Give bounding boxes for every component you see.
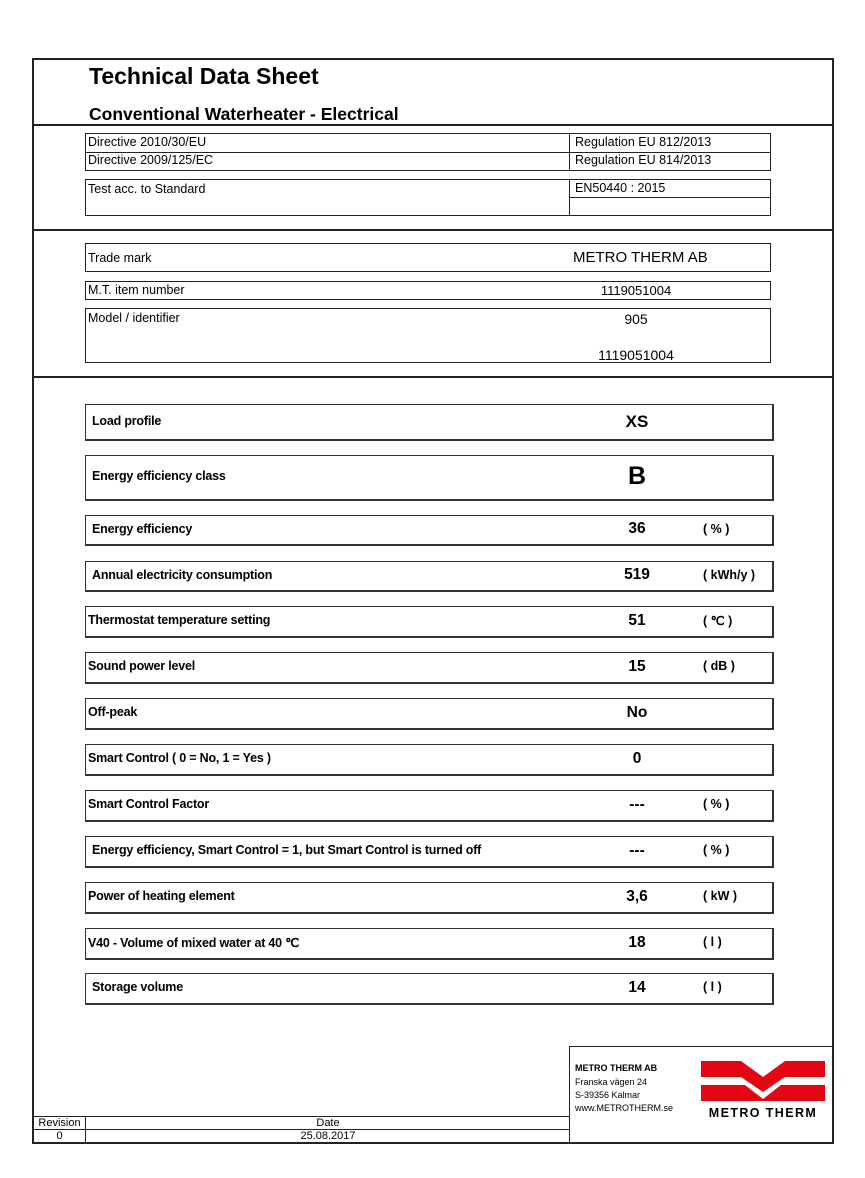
company-address-line1: Franska vägen 24 — [575, 1077, 648, 1087]
company-website: www.METROTHERM.se — [575, 1103, 674, 1113]
spec-unit: ( dB ) — [703, 659, 735, 673]
spec-unit: ( % ) — [703, 843, 730, 857]
spec-unit: ( % ) — [703, 522, 730, 536]
spec-value: XS — [625, 412, 649, 431]
company-address-line2: S-39356 Kalmar — [575, 1090, 641, 1100]
spec-value: 3,6 — [626, 888, 648, 905]
trade-mark-row — [85, 243, 771, 272]
spec-row-energy-class — [85, 455, 774, 501]
directive-1: Directive 2010/30/EU — [88, 135, 207, 149]
company-name: METRO THERM AB — [575, 1063, 658, 1073]
page-subtitle: Conventional Waterheater - Electrical — [89, 104, 399, 124]
spec-label: Energy efficiency, Smart Control = 1, but Smart Control is turned off — [92, 843, 482, 857]
spec-label: Annual electricity consumption — [92, 568, 273, 582]
item-number-row — [85, 281, 771, 300]
company-block — [569, 1046, 834, 1144]
spec-unit: ( kW ) — [703, 889, 738, 903]
spec-value: 519 — [624, 566, 650, 583]
spec-value: 36 — [628, 520, 646, 537]
spec-label: V40 - Volume of mixed water at 40 ℃ — [88, 936, 300, 950]
spec-label: Smart Control Factor — [88, 797, 210, 811]
metro-therm-logo-icon — [701, 1061, 825, 1103]
test-standard-label: Test acc. to Standard — [88, 182, 206, 196]
spec-label: Sound power level — [88, 659, 196, 673]
spec-label: Load profile — [92, 414, 162, 428]
logo-text: METRO THERM — [708, 1106, 818, 1120]
spec-row-sound-power — [85, 652, 774, 684]
spec-label: Smart Control ( 0 = No, 1 = Yes ) — [88, 751, 271, 765]
spec-unit: ( ℃ ) — [703, 614, 733, 628]
trade-mark-value: METRO THERM AB — [573, 249, 708, 266]
model-identifier-label: Model / identifier — [88, 311, 180, 325]
spec-unit: ( l ) — [703, 935, 722, 949]
test-standard-value: EN50440 : 2015 — [575, 181, 666, 195]
spec-value: 15 — [628, 658, 646, 675]
revision-value: 0 — [56, 1130, 63, 1142]
regulation-2: Regulation EU 814/2013 — [575, 153, 712, 167]
spec-row-storage-volume — [85, 973, 774, 1005]
spec-row-annual-consumption — [85, 561, 774, 592]
directive-2: Directive 2009/125/EC — [88, 153, 214, 167]
spec-value: 0 — [632, 750, 642, 767]
trade-mark-label: Trade mark — [88, 251, 152, 265]
section-divider — [32, 124, 834, 126]
spec-row-smart-control-factor — [85, 790, 774, 822]
date-label: Date — [316, 1117, 340, 1129]
model-identifier-value-2: 1119051004 — [598, 347, 674, 363]
spec-value: 14 — [628, 979, 646, 996]
spec-row-energy-efficiency — [85, 515, 774, 546]
column-divider — [569, 134, 570, 170]
spec-row-smart-control — [85, 744, 774, 776]
section-divider — [32, 229, 834, 231]
spec-value: 51 — [628, 612, 646, 629]
item-number-value: 1119051004 — [600, 283, 672, 298]
row-divider — [569, 197, 770, 198]
model-identifier-row — [85, 308, 771, 363]
model-identifier-value: 905 — [624, 311, 648, 327]
spec-unit: ( kWh/y ) — [703, 568, 756, 582]
spec-label: Energy efficiency — [92, 522, 193, 536]
spec-label: Energy efficiency class — [92, 469, 226, 483]
item-number-label: M.T. item number — [88, 283, 185, 297]
spec-value: --- — [629, 796, 645, 813]
spec-unit: ( l ) — [703, 980, 722, 994]
spec-row-energy-efficiency-smart-off — [85, 836, 774, 868]
regulation-1: Regulation EU 812/2013 — [575, 135, 712, 149]
spec-unit: ( % ) — [703, 797, 730, 811]
spec-value: No — [626, 704, 648, 721]
spec-label: Power of heating element — [88, 889, 235, 903]
spec-row-v40-volume — [85, 928, 774, 960]
directives-table — [85, 133, 771, 171]
spec-row-thermostat — [85, 606, 774, 638]
spec-value: 18 — [628, 934, 646, 951]
date-value: 25.08.2017 — [300, 1130, 356, 1142]
test-standard-table — [85, 179, 771, 216]
spec-label: Off-peak — [88, 705, 138, 719]
page-title: Technical Data Sheet — [89, 63, 319, 89]
spec-value: B — [627, 462, 647, 490]
section-divider — [32, 376, 834, 378]
spec-row-off-peak — [85, 698, 774, 730]
revision-label: Revision — [38, 1117, 81, 1129]
spec-row-heating-power — [85, 882, 774, 914]
spec-label: Thermostat temperature setting — [88, 613, 271, 627]
spec-row-load-profile — [85, 404, 774, 441]
spec-label: Storage volume — [92, 980, 183, 994]
spec-value: --- — [629, 842, 645, 859]
